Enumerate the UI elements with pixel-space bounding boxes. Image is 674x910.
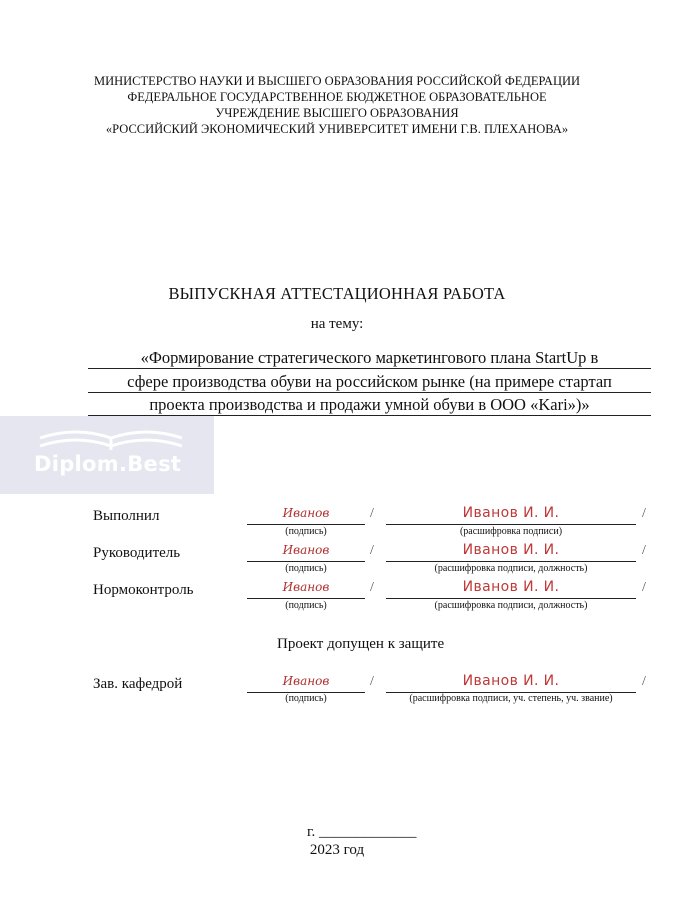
header-line-3: УЧРЕЖДЕНИЕ ВЫСШЕГО ОБРАЗОВАНИЯ — [215, 106, 459, 120]
role-label: Нормоконтроль — [93, 582, 194, 598]
signature: Иванов — [282, 543, 330, 557]
name-transcript: Иванов И. И. — [462, 673, 560, 689]
name-line — [386, 672, 636, 693]
role-label: Выполнил — [93, 508, 160, 524]
name-caption: (расшифровка подписи, должность) — [434, 563, 588, 574]
name-line — [386, 504, 636, 525]
role-label: Зав. кафедрой — [93, 676, 183, 692]
name-caption: (расшифровка подписи, должность) — [434, 600, 588, 611]
slash-separator: / — [642, 543, 646, 558]
slash-separator: / — [370, 543, 374, 558]
slash-separator: / — [642, 674, 646, 689]
signature-line — [247, 504, 365, 525]
work-title: ВЫПУСКНАЯ АТТЕСТАЦИОННАЯ РАБОТА — [168, 284, 506, 303]
signature-line — [247, 541, 365, 562]
defense-admitted-text: Проект допущен к защите — [277, 636, 445, 652]
signature-caption: (подпись) — [285, 693, 327, 704]
name-transcript: Иванов И. И. — [462, 505, 560, 521]
signature-caption: (подпись) — [285, 563, 327, 574]
name-transcript: Иванов И. И. — [462, 579, 560, 595]
topic-line-1: «Формирование стратегического маркетингового плана StartUp в — [88, 347, 651, 369]
open-book-icon — [36, 424, 186, 454]
name-line — [386, 578, 636, 599]
signature-caption: (подпись) — [285, 526, 327, 537]
ministry-header — [0, 73, 674, 137]
signature: Иванов — [282, 506, 330, 520]
topic-line-2: сфере производства обуви на российском рынке (на примере стартап — [88, 371, 651, 393]
slash-separator: / — [370, 506, 374, 521]
city-field: г. _____________ — [307, 824, 417, 840]
watermark — [0, 416, 214, 494]
signature: Иванов — [282, 580, 330, 594]
slash-separator: / — [370, 580, 374, 595]
header-line-1: МИНИСТЕРСТВО НАУКИ И ВЫСШЕГО ОБРАЗОВАНИЯ РОССИЙСКОЙ ФЕДЕРАЦИИ — [93, 74, 581, 88]
name-line — [386, 541, 636, 562]
role-label: Руководитель — [93, 545, 181, 561]
signature-line — [247, 578, 365, 599]
header-line-4: «РОССИЙСКИЙ ЭКОНОМИЧЕСКИЙ УНИВЕРСИТЕТ ИМЕНИ Г.В. ПЛЕХАНОВА» — [105, 122, 569, 136]
signature: Иванов — [282, 674, 330, 688]
slash-separator: / — [642, 580, 646, 595]
topic-line-3: проекта производства и продажи умной обуви в ООО «Kari»)» — [88, 394, 651, 416]
name-caption: (расшифровка подписи, уч. степень, уч. звание) — [409, 693, 613, 704]
topic-label: на тему: — [310, 316, 364, 332]
name-caption: (расшифровка подписи) — [459, 526, 563, 537]
slash-separator: / — [370, 674, 374, 689]
name-transcript: Иванов И. И. — [462, 542, 560, 558]
watermark-text: Diplom.Best — [34, 452, 182, 476]
year: 2023 год — [309, 842, 365, 858]
signature-line — [247, 672, 365, 693]
signature-caption: (подпись) — [285, 600, 327, 611]
header-line-2: ФЕДЕРАЛЬНОЕ ГОСУДАРСТВЕННОЕ БЮДЖЕТНОЕ ОБРАЗОВАТЕЛЬНОЕ — [127, 90, 547, 104]
slash-separator: / — [642, 506, 646, 521]
